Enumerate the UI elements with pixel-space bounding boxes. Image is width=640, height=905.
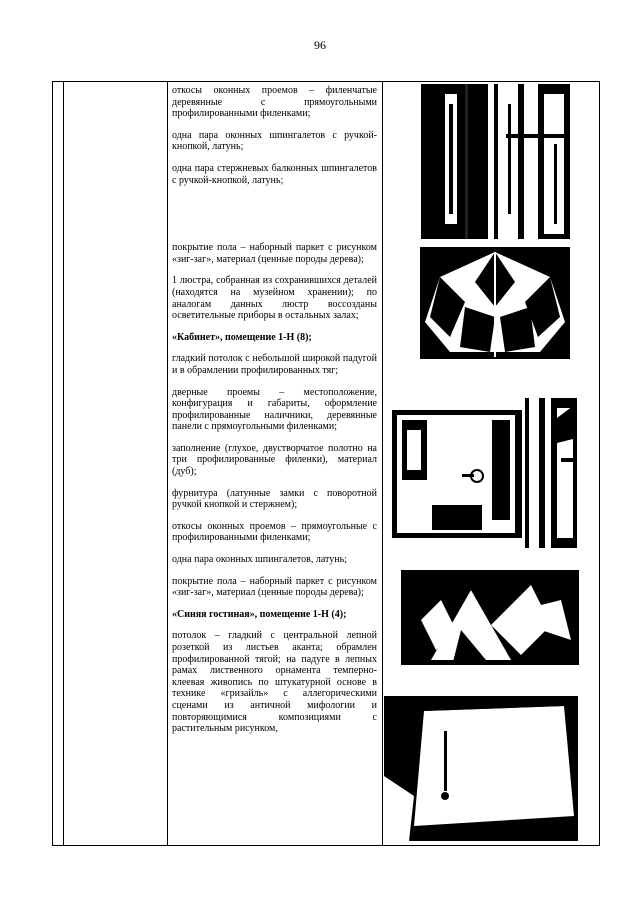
paragraph-window-latches-cabinet: одна пара оконных шпингалетов, латунь;: [172, 554, 347, 566]
photo-window-reveal-cabinet: [525, 398, 577, 548]
paragraph-chandelier: 1 люстра, собранная из сохранившихся деталей (находятся на музейном хранении); по аналогам данных люстр воссозданы осветительные приборы в остальных залах;: [172, 275, 377, 322]
paragraph-balcony-latches: одна пара стержневых балконных шпингалетов с ручкой-кнопкой, латунь;: [172, 162, 377, 186]
paragraph-parquet-floor: покрытие пола – наборный паркет с рисунком «зиг-заг», материал (ценные породы дерева);: [172, 242, 377, 265]
paragraph-window-reveals: откосы оконных проемов – филенчатые деревянные с прямоугольными профилированными филенками;: [172, 85, 377, 120]
paragraph-door-hardware: фурнитура (латунные замки с поворотной ручкой кнопкой и стержнем);: [172, 487, 377, 511]
photo-cabinet-door: [392, 410, 522, 538]
page-number: 96: [314, 38, 326, 52]
paragraph-window-reveals-cabinet: откосы оконных проемов – прямоугольные с профилированными филенками;: [172, 520, 377, 544]
paragraph-painted-ceiling: потолок – гладкий с центральной лепной розеткой из листьев аканта; обрамлен профилированной тягой; на падуге в лепных рамах лиственного орнамента темперно-клеевая живопись по штукатурной основе в технике «гризайль» с аллегорическими сценами из античной мифологии и повторяющимися композициями с растительным рисунком,: [172, 630, 377, 735]
column-divider: [63, 82, 64, 845]
photo-window-reveal-left: [415, 84, 488, 239]
photo-painted-ceiling: [384, 696, 578, 841]
photo-parquet-floor: [401, 570, 579, 680]
paragraph-window-latches: одна пара оконных шпингалетов с ручкой-кнопкой, латунь;: [172, 129, 377, 153]
paragraph-door-openings: дверные проемы – местоположение, конфигурация и габариты, оформление профилированные наличники, деревянные панели с прямоугольными филенками;: [172, 386, 377, 433]
section-heading-blue-drawing-room: «Синяя гостиная», помещение 1-Н (4);: [172, 608, 347, 620]
section-heading-cabinet: «Кабинет», помещение 1-Н (8);: [172, 331, 312, 343]
paragraph-ceiling: гладкий потолок с небольшой широкой падугой и в обрамлении профилированных тяг;: [172, 353, 377, 376]
photo-window-latches: [494, 84, 570, 239]
photo-chandelier: [420, 247, 570, 359]
paragraph-door-filling: заполнение (глухое, двустворчатое полотно на три профилированные филенки), материал (дуб);: [172, 442, 377, 478]
paragraph-parquet-floor-cabinet: покрытие пола – наборный паркет с рисунком «зиг-заг», материал (ценные породы дерева);: [172, 575, 377, 599]
column-divider: [167, 82, 168, 845]
column-divider: [382, 82, 383, 845]
description-text-column: [172, 85, 377, 745]
